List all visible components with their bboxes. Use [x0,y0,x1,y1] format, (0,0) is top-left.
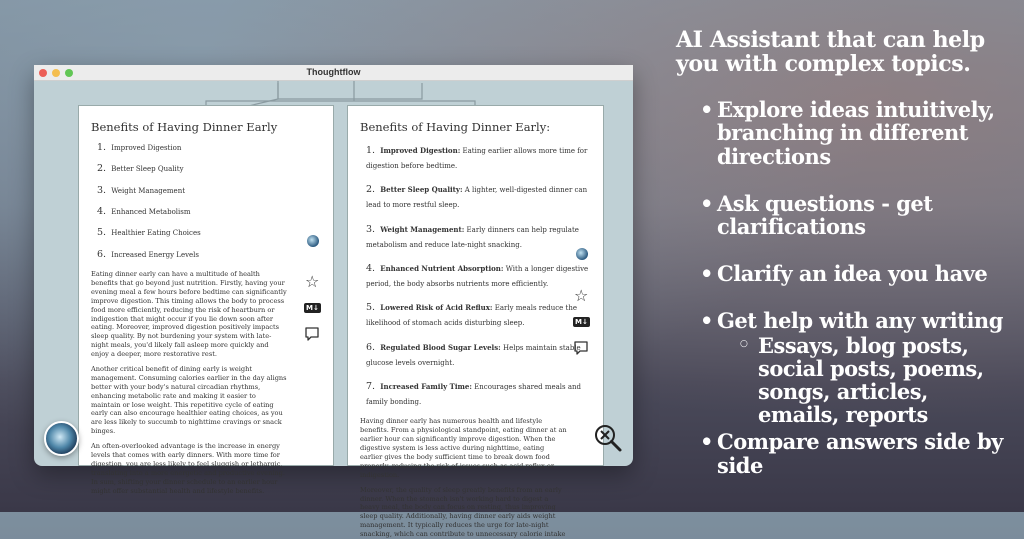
paragraph: Another critical benefit of dining early is weight management. Consuming calories earlier in the day aligns better with your body's natural circadian rhythms, enhancing metabolic rate and making it easier to maintain or lose weight. This repetitive cycle of eating early can also encourage healthier eating choices, as you are less likely to succumb to nighttime cravings or snack binges. [91,364,287,436]
benefits-list [366,142,591,409]
list-item [97,249,321,261]
list-heading: Increased Family Time: [380,382,472,392]
paragraph: Having dinner early has numerous health and lifestyle benefits. From a physiological standpoint, eating dinner at an earlier hour can significantly improve digestion. When the digestive system is less active during nighttime, eating earlier gives the body sufficient time to break down food properly, reducing the risk of issues such as acid reflux or indigestion. [360,417,567,479]
list-number: 4. [97,206,107,218]
list-number: 2. [97,163,107,175]
list-item [366,142,591,173]
list-item [97,206,321,218]
paragraph: Moreover, the quality of sleep greatly benefits from an early dinner. When the stomach isn't working hard to digest a heavy meal, the body can focus on resting, thus improving sleep quality. Additionally, having dinner early aids weight management. It typically reduces the urge for late-night snacking, which can contribute to unnecessary calorie intake [360,485,566,539]
list-number: 4. [366,263,376,275]
list-item [366,339,591,370]
assistant-avatar-icon [307,235,319,247]
marketing-copy [676,28,1006,501]
list-text: Increased Energy Levels [111,250,200,259]
list-text: Encourages shared meals and family bonding. [366,383,582,407]
list-heading: Better Sleep Quality: [380,185,463,195]
list-item [366,299,591,330]
list-text: Healthier Eating Choices [111,229,201,238]
list-text: Better Sleep Quality [111,165,184,174]
list-number: 5. [97,227,107,239]
markdown-icon[interactable]: M↓ [306,304,319,312]
feature-item: • Ask questions - get clarifications [676,192,1006,238]
list-item [97,185,321,197]
list-number: 7. [366,381,376,393]
feature-item [676,309,1006,426]
feature-item: • Compare answers side by side [676,430,1006,476]
star-icon[interactable]: ☆ [305,272,320,291]
list-text: Helps maintain stable glucose levels overnight. [366,343,581,367]
zoom-out-icon[interactable] [593,423,623,457]
list-text: With a longer digestive period, the body absorbs nutrients more efficiently. [366,265,589,289]
star-icon[interactable]: ☆ [574,286,589,305]
panel-title: Benefits of Having Dinner Early [91,120,278,134]
app-window [34,65,633,539]
list-heading: Improved Digestion: [380,146,461,155]
list-number: 6. [366,341,376,353]
list-text: Early dinners can help regulate metabolism and reduce late-night snacking. [366,225,579,249]
list-number: 3. [366,223,376,235]
list-item [366,181,591,212]
feature-item: • Explore ideas intuitively, branching in different directions [676,98,1006,167]
window-title: Thoughtflow [306,67,361,77]
response-panel-left[interactable] [78,105,334,495]
title-bar [34,65,633,81]
comment-icon[interactable] [573,340,589,360]
list-item [97,163,321,175]
markdown-icon[interactable]: M↓ [575,318,588,326]
list-item [366,221,591,252]
list-number: 1. [97,142,107,153]
response-panel-right[interactable] [347,105,604,539]
user-avatar[interactable] [44,421,79,456]
list-heading: Lowered Risk of Acid Reflux: [380,303,493,313]
panel-title: Benefits of Having Dinner Early: [360,120,551,134]
list-number: 3. [97,184,107,196]
assistant-avatar-icon [576,248,588,260]
paragraph: An often-overlooked advantage is the increase in energy levels that comes with early dinners. With more time for digestion, you are less likely to feel sluggish or lethargic, translating into a more energetic and productive evening. In sum, shifting your dinner schedule to an earlier hour might offer substantial health and lifestyle benefits. [91,442,285,495]
list-number: 5. [366,302,376,314]
sub-feature-item: ○ Essays, blog posts, social posts, poems, songs, articles, emails, reports [717,334,1006,426]
list-number: 1. [366,145,376,156]
list-text: Eating earlier allows more time for digestion before bedtime. [366,147,588,171]
list-heading: Enhanced Nutrient Absorption: [380,264,504,274]
list-text: Early meals reduce the likelihood of stomach acids disturbing sleep. [366,304,578,328]
comment-icon[interactable] [304,326,320,346]
list-item [97,142,321,154]
list-number: 6. [97,248,107,260]
feature-item: • Clarify an idea you have [676,262,1006,285]
list-text: Enhanced Metabolism [111,208,191,217]
list-item [366,378,591,409]
list-item [366,260,591,291]
list-item [97,227,321,239]
list-number: 2. [366,184,376,196]
benefits-list [97,142,321,261]
list-text: A lighter, well-digested dinner can lead to more restful sleep. [366,186,588,210]
headline: AI Assistant that can help you with complex topics. [676,27,985,78]
feature-text: Get help with any writing [717,307,1003,333]
list-heading: Regulated Blood Sugar Levels: [380,342,501,352]
sub-feature-list [717,334,1006,426]
list-text: Weight Management [111,186,186,195]
list-text: Improved Digestion [111,144,182,152]
feature-list [676,98,1006,476]
list-heading: Weight Management: [380,224,465,234]
paragraph: Eating dinner early can have a multitude of health benefits that go beyond just nutrition. Firstly, having your evening meal a few hours before bedtime can significantly improve digestion. This timing allows the body to process food more efficiently, reducing the risk of heartburn or indigestion that might occur if you lie down soon after eating. Moreover, improved digestion positively impacts sleep quality. By not burdening your system with late-night meals, you'd likely fall asleep more quickly and enjoy a deeper, more restorative rest. [91,270,287,359]
